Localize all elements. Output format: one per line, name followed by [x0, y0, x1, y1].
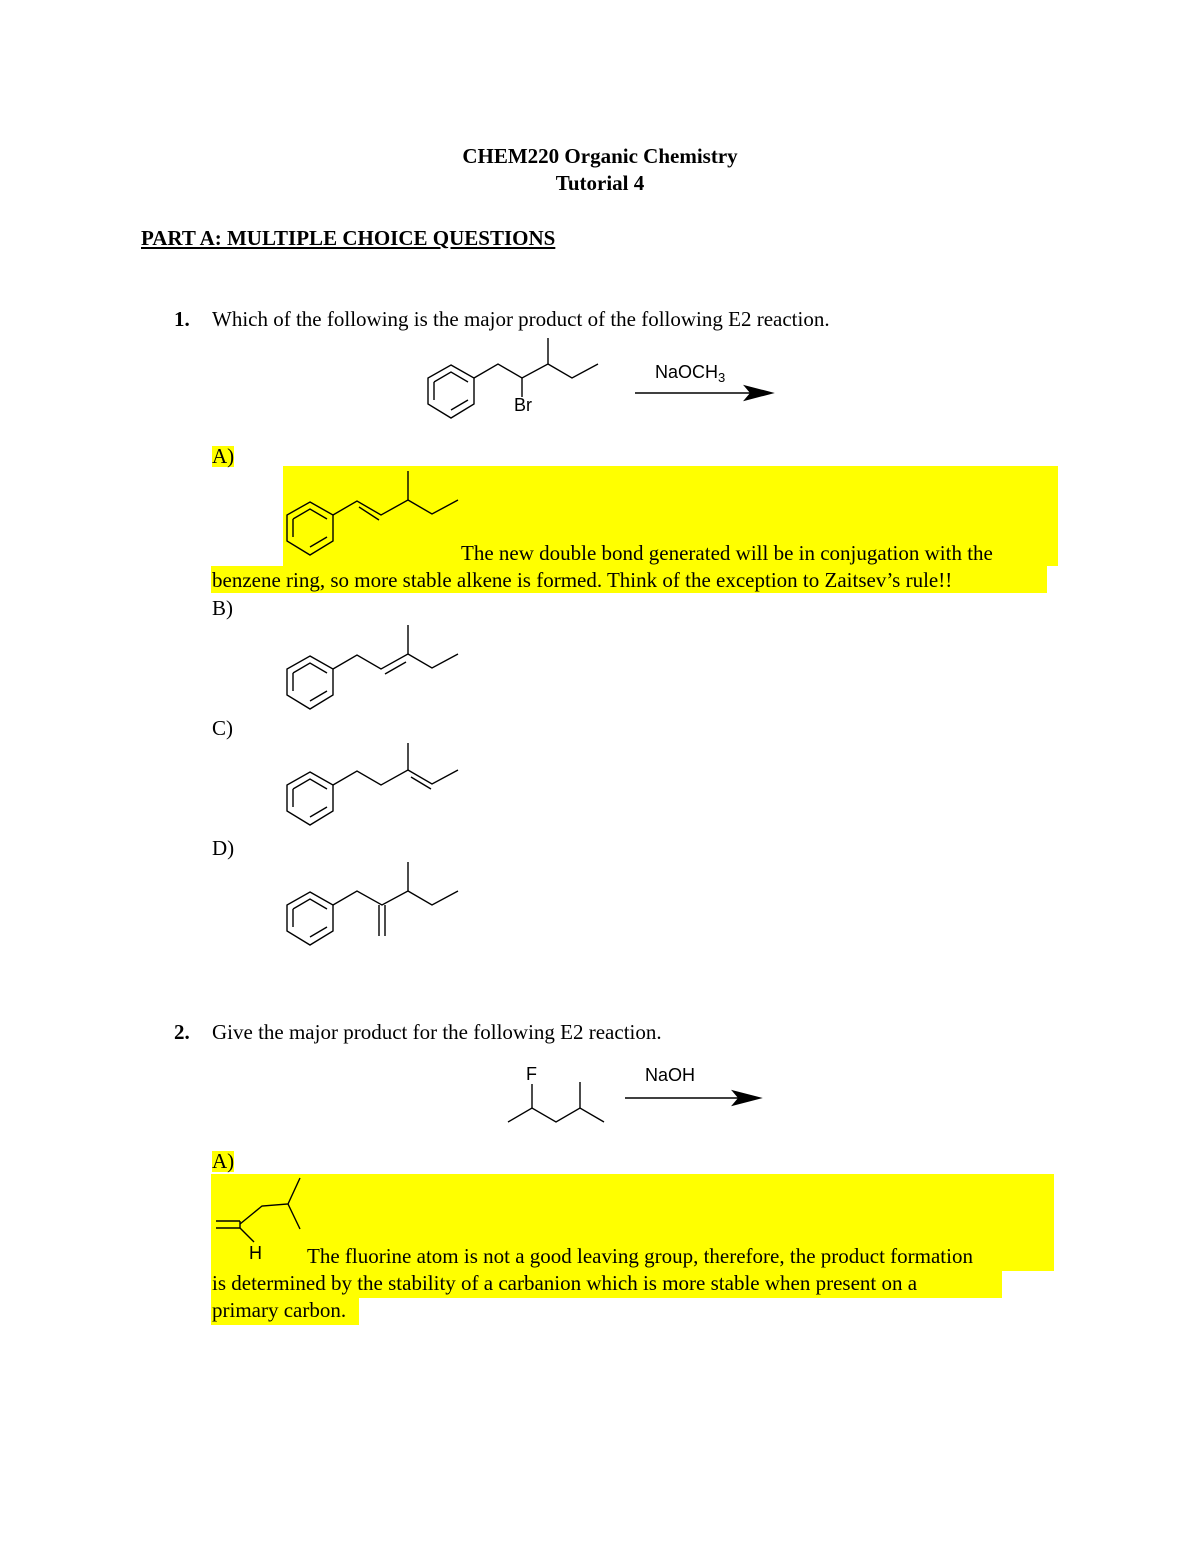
q1-explanation-line1: The new double bond generated will be in conjugation with the	[461, 541, 993, 565]
part-a-heading: PART A: MULTIPLE CHOICE QUESTIONS	[141, 226, 556, 250]
tutorial-title: Tutorial 4	[555, 171, 645, 195]
q2-explanation-line1: The fluorine atom is not a good leaving group, therefore, the product formation	[307, 1244, 973, 1268]
q2-number: 2.	[174, 1020, 190, 1044]
q1-number: 1.	[174, 307, 190, 331]
q1-option-b-label: B)	[212, 596, 233, 620]
q1-reagent-subscript: 3	[718, 370, 726, 385]
q1-option-a-label: A)	[212, 444, 235, 468]
q2-explanation-line3: primary carbon.	[212, 1298, 347, 1322]
q1-explanation-line2: benzene ring, so more stable alkene is formed. Think of the exception to Zaitsev’s rule!!	[212, 568, 953, 592]
q2-option-a-label: A)	[212, 1149, 235, 1173]
q1-bromine-label: Br	[514, 395, 532, 415]
q2-reagent: NaOH	[645, 1065, 696, 1085]
q1-option-d-label: D)	[212, 836, 235, 860]
q2-explanation-line2: is determined by the stability of a carbanion which is more stable when present on a	[212, 1271, 918, 1295]
q1-option-c-label: C)	[212, 716, 233, 740]
q2-text: Give the major product for the following E2 reaction.	[212, 1020, 662, 1044]
course-title: CHEM220 Organic Chemistry	[462, 144, 738, 168]
q1-reagent-text: NaOCH	[655, 362, 719, 382]
q2-fluorine-label: F	[526, 1064, 537, 1084]
q2-hydrogen-label: H	[249, 1243, 262, 1263]
q1-text: Which of the following is the major product of the following E2 reaction.	[212, 307, 830, 331]
